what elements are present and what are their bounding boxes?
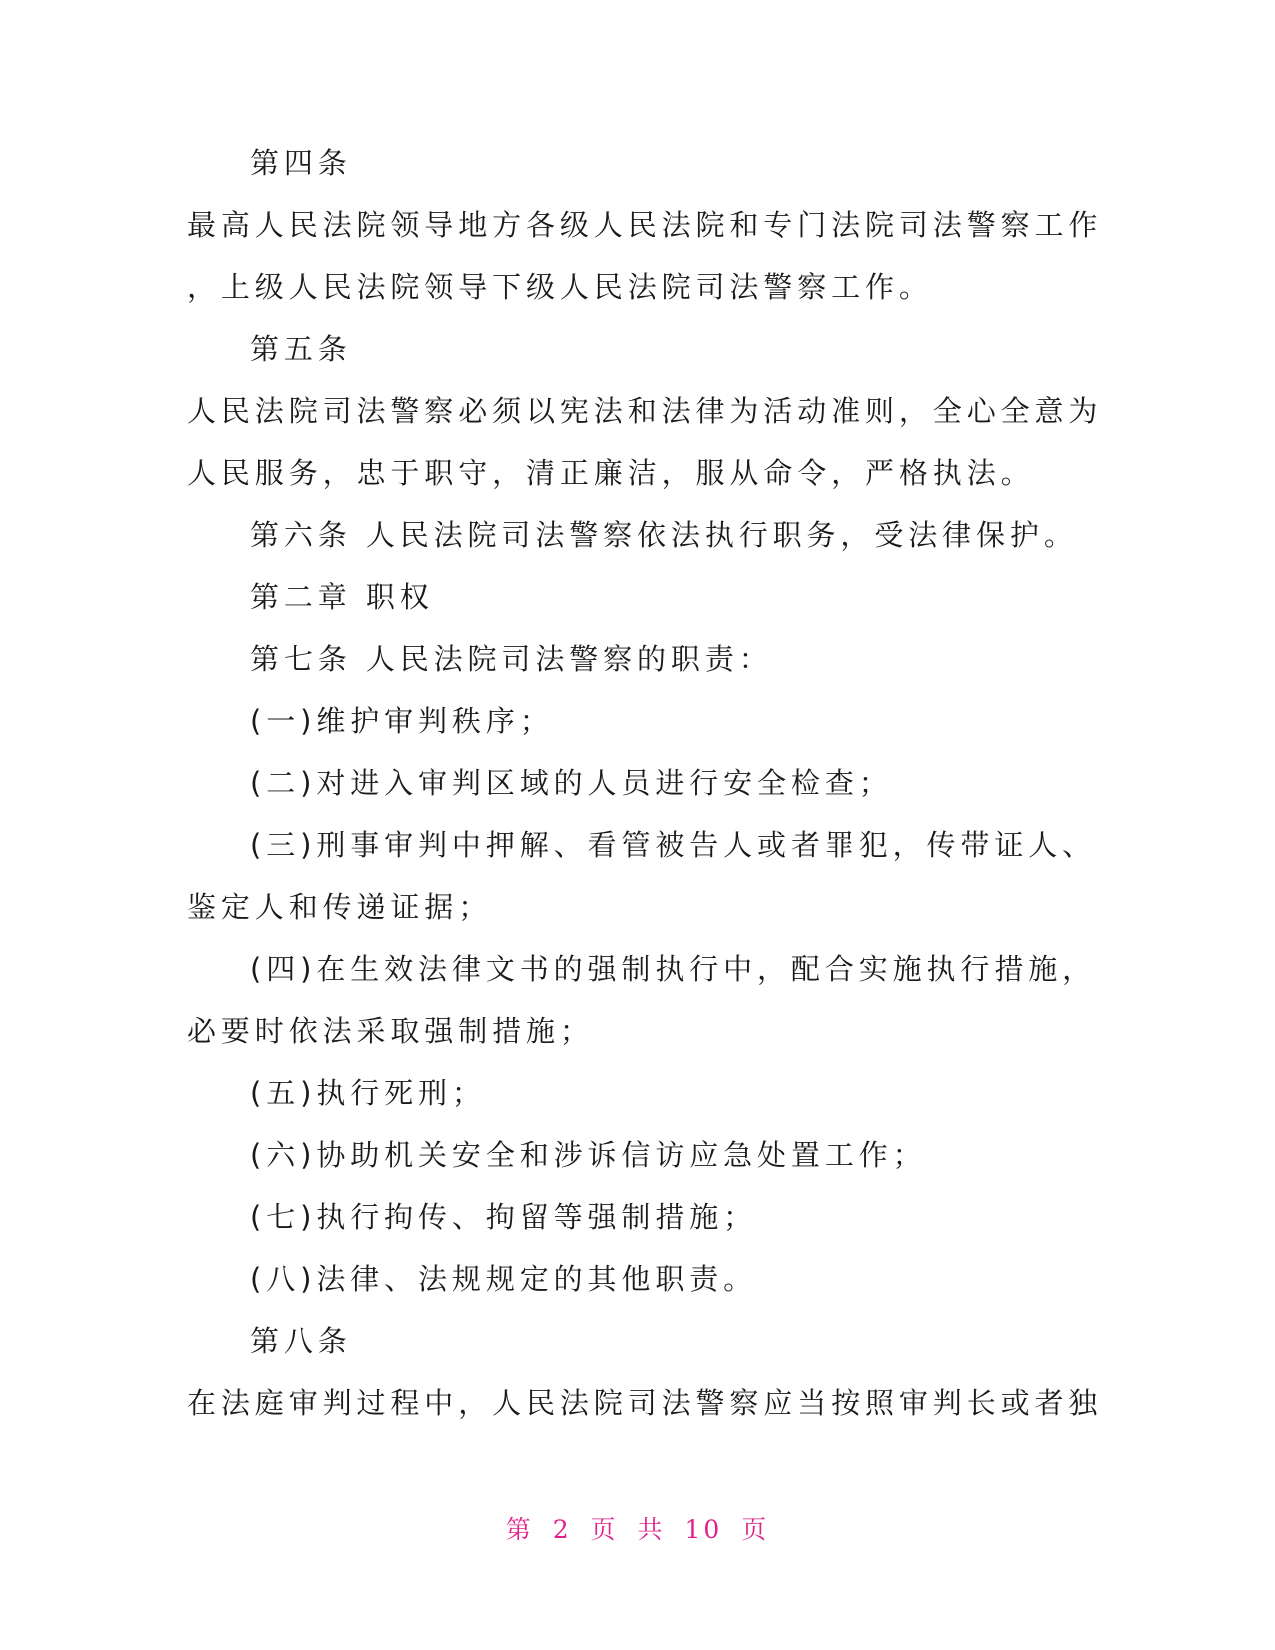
footer-prefix: 第 — [505, 1515, 534, 1544]
footer-total-word: 共 — [637, 1515, 666, 1544]
footer-suffix: 页 — [741, 1515, 770, 1544]
article-4-heading: 第四条 — [250, 146, 352, 180]
duty-item-5: (五)执行死刑； — [250, 1076, 486, 1110]
duty-item-7: (七)执行拘传、拘留等强制措施； — [250, 1200, 758, 1234]
article-5-text-line-2: 人民服务，忠于职守，清正廉洁，服从命令，严格执法。 — [187, 456, 1035, 490]
duty-item-6: (六)协助机关安全和涉诉信访应急处置工作； — [250, 1138, 927, 1172]
article-8-text-line-1: 在法庭审判过程中，人民法院司法警察应当按照审判长或者独 — [187, 1386, 1103, 1420]
duty-item-4-line-1: (四)在生效法律文书的强制执行中，配合实施执行措施， — [250, 952, 1097, 986]
page-number-footer — [0, 1514, 1275, 1546]
chapter-2-heading: 第二章 职权 — [250, 580, 434, 614]
duty-item-3-line-2: 鉴定人和传递证据； — [187, 890, 493, 924]
footer-total-pages: 10 — [684, 1515, 723, 1544]
article-6-text: 第六条 人民法院司法警察依法执行职务，受法律保护。 — [250, 518, 1078, 552]
article-4-text-line-2: ，上级人民法院领导下级人民法院司法警察工作。 — [187, 270, 933, 304]
article-8-heading: 第八条 — [250, 1324, 352, 1358]
footer-current-page: 2 — [552, 1515, 572, 1544]
duty-item-3-line-1: (三)刑事审判中押解、看管被告人或者罪犯，传带证人、 — [250, 828, 1097, 862]
footer-page-word: 页 — [590, 1515, 619, 1544]
duty-item-1: (一)维护审判秩序； — [250, 704, 554, 738]
duty-item-8: (八)法律、法规规定的其他职责。 — [250, 1262, 758, 1296]
duty-item-2: (二)对进入审判区域的人员进行安全检查； — [250, 766, 893, 800]
article-5-text-line-1: 人民法院司法警察必须以宪法和法律为活动准则，全心全意为 — [187, 394, 1103, 428]
article-4-text-line-1: 最高人民法院领导地方各级人民法院和专门法院司法警察工作 — [187, 208, 1103, 242]
duty-item-4-line-2: 必要时依法采取强制措施； — [187, 1014, 594, 1048]
article-5-heading: 第五条 — [250, 332, 352, 366]
article-7-heading: 第七条 人民法院司法警察的职责： — [250, 642, 773, 676]
